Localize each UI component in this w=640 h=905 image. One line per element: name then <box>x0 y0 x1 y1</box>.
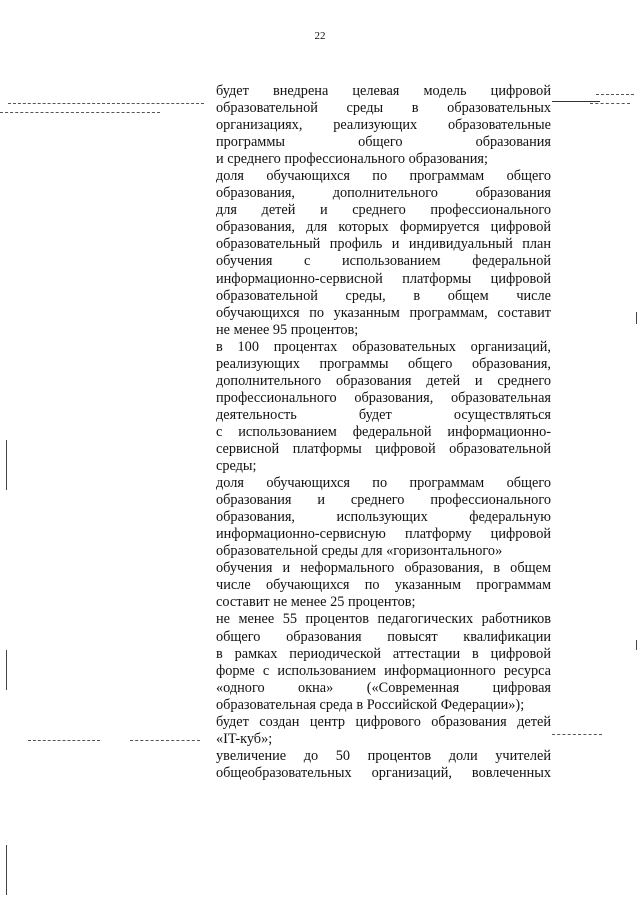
text-line: обучения с использованием федеральной <box>216 253 551 270</box>
document-body <box>216 83 551 782</box>
text-line: общего образования повысят квалификации <box>216 628 551 645</box>
text-line: для детей и среднего профессионального <box>216 202 551 219</box>
scan-artifact-bar <box>636 312 637 324</box>
text-line: среды; <box>216 458 257 475</box>
scan-artifact-line <box>596 94 634 95</box>
text-line: образовательный профиль и индивидуальный план <box>216 236 551 253</box>
page-number: 22 <box>314 30 326 42</box>
text-line: программы общего образования <box>216 134 551 151</box>
scan-artifact-line <box>8 103 204 104</box>
text-line: образовательной среды в образовательных <box>216 100 551 117</box>
text-line: доля обучающихся по программам общего <box>216 475 551 492</box>
text-line: образовательная среда в Российской Федерации»); <box>216 696 525 713</box>
scan-artifact-bar <box>6 650 7 690</box>
text-line: общеобразовательных организаций, вовлеченных <box>216 764 551 781</box>
text-line: с использованием федеральной информационно- <box>216 423 551 440</box>
text-line: не менее 95 процентов; <box>216 321 359 338</box>
text-line: числе обучающихся по указанным программам <box>216 577 551 594</box>
text-line: образования, для которых формируется цифровой <box>216 219 551 236</box>
scan-artifact-bar <box>6 440 7 490</box>
text-line: доля обучающихся по программам общего <box>216 168 551 185</box>
text-line: информационно-сервисную платформу цифровой <box>216 526 551 543</box>
text-line: обучающихся по указанным программам, составит <box>216 304 551 321</box>
text-line: в рамках периодической аттестации в цифровой <box>216 645 551 662</box>
scan-artifact-line <box>130 740 200 741</box>
text-line: в 100 процентах образовательных организаций, <box>216 338 551 355</box>
text-line: форме с использованием информационного ресурса <box>216 662 551 679</box>
scan-artifact-line <box>590 103 630 104</box>
text-line: организациях, реализующих образовательные <box>216 117 551 134</box>
text-line: сервисной платформы цифровой образовательной <box>216 440 551 457</box>
text-line: «одного окна» («Современная цифровая <box>216 679 551 696</box>
scan-artifact-line <box>552 101 600 102</box>
text-line: образования, дополнительного образования <box>216 185 551 202</box>
text-line: составит не менее 25 процентов; <box>216 594 416 611</box>
text-line: образования и среднего профессионального <box>216 492 551 509</box>
text-line: будет создан центр цифрового образования детей <box>216 713 551 730</box>
text-line: будет внедрена целевая модель цифровой <box>216 83 551 99</box>
scan-artifact-line <box>28 740 100 741</box>
text-line: образования, использующих федеральную <box>216 509 551 526</box>
scan-artifact-bar <box>6 845 7 895</box>
text-line: «IT-куб»; <box>216 730 273 747</box>
text-line: дополнительного образования детей и среднего <box>216 372 551 389</box>
text-line: образовательной среды для «горизонтального» <box>216 543 503 560</box>
scan-artifact-line <box>552 734 602 735</box>
scan-artifact-line <box>0 112 160 113</box>
text-line: реализующих программы общего образования, <box>216 355 551 372</box>
text-line: информационно-сервисной платформы цифровой <box>216 270 551 287</box>
text-line: не менее 55 процентов педагогических работников <box>216 611 551 628</box>
text-line: образовательной среды, в общем числе <box>216 287 551 304</box>
scan-artifact-bar <box>636 640 637 650</box>
text-line: деятельность будет осуществляться <box>216 406 551 423</box>
text-line: увеличение до 50 процентов доли учителей <box>216 747 551 764</box>
text-line: профессионального образования, образовательная <box>216 389 551 406</box>
text-line: и среднего профессионального образования; <box>216 151 488 168</box>
text-line: обучения и неформального образования, в общем <box>216 560 551 577</box>
